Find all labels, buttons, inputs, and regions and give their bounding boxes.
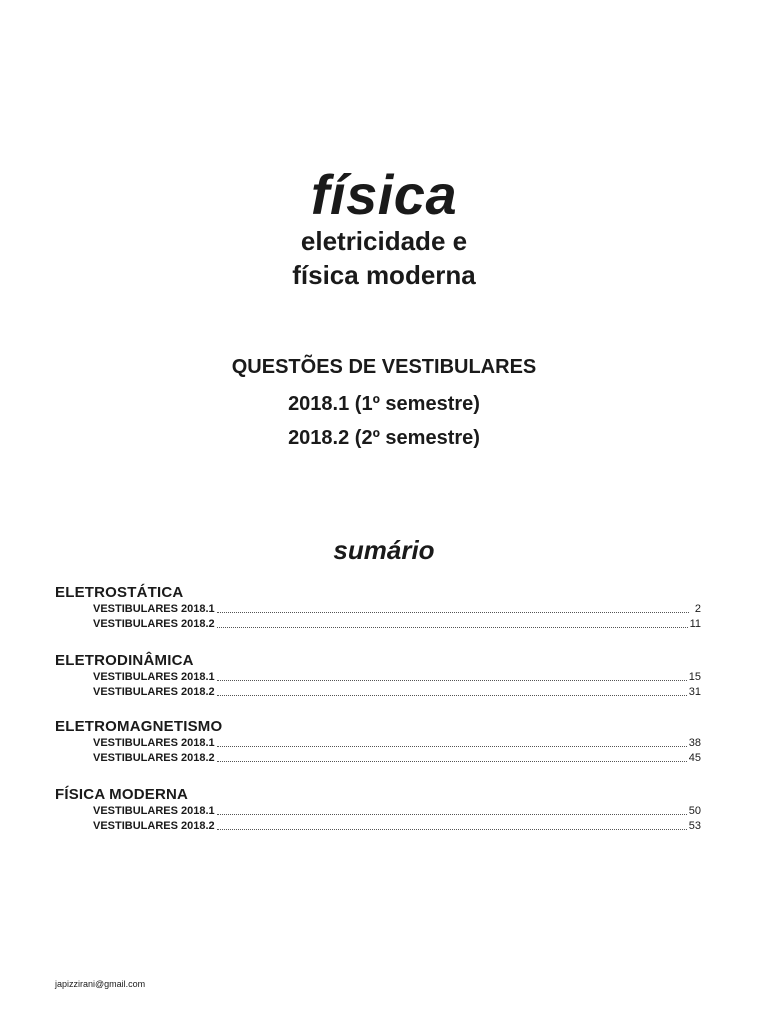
toc-section-title: ELETRODINÂMICA [55,652,194,669]
toc-section-eletrostatica [55,584,701,632]
toc-entry-page: 50 [688,805,701,817]
dot-leader [217,627,688,628]
footer-email[interactable]: japizzirani@gmail.com [55,979,146,989]
toc-entry-page: 11 [689,618,701,630]
toc-entry-label: VESTIBULARES 2018.2 [93,618,215,630]
dot-leader [217,695,687,696]
toc-section-eletromagnetismo [55,718,701,766]
semester-line-1: 2018.1 (1º semestre) [288,393,480,415]
dot-leader [217,814,687,815]
toc-section-title: FÍSICA MODERNA [55,786,189,803]
toc-entry[interactable] [55,804,701,819]
toc-entry[interactable] [55,602,701,617]
dot-leader [217,829,687,830]
toc-entry-label: VESTIBULARES 2018.2 [93,686,215,698]
toc-entry-label: VESTIBULARES 2018.1 [93,671,215,683]
toc-entry-page: 2 [694,603,701,615]
toc-entry-label: VESTIBULARES 2018.2 [93,752,215,764]
toc-entry[interactable] [55,617,701,632]
document-subtitle-line-1: eletricidade e [300,226,468,256]
document-subtitle-line-2: física moderna [292,260,476,290]
toc-entry[interactable] [55,819,701,834]
toc-entry[interactable] [55,685,701,700]
toc-section-title: ELETROMAGNETISMO [55,718,223,735]
toc-entry-page: 31 [688,686,701,698]
toc-section-fisica-moderna [55,786,701,834]
dot-leader [217,761,687,762]
dot-leader [217,680,687,681]
toc-entry-page: 53 [688,820,701,832]
toc-entry-label: VESTIBULARES 2018.1 [93,603,215,615]
semester-line-2: 2018.2 (2º semestre) [288,427,480,449]
toc-entry-page: 38 [688,737,701,749]
document-title: física [310,163,458,226]
toc-entry[interactable] [55,670,701,685]
toc-entry-page: 45 [688,752,701,764]
toc-entry-label: VESTIBULARES 2018.1 [93,737,215,749]
toc-entry[interactable] [55,751,701,766]
dot-leader [217,746,687,747]
toc-entry-label: VESTIBULARES 2018.1 [93,805,215,817]
toc-entry-label: VESTIBULARES 2018.2 [93,820,215,832]
toc-section-title: ELETROSTÁTICA [55,584,184,601]
table-of-contents [55,584,701,854]
questions-heading: QUESTÕES DE VESTIBULARES [231,356,537,378]
dot-leader [217,612,689,613]
summary-title: sumário [333,535,435,565]
toc-section-eletrodinamica [55,652,701,700]
toc-entry-page: 15 [688,671,701,683]
toc-entry[interactable] [55,736,701,751]
